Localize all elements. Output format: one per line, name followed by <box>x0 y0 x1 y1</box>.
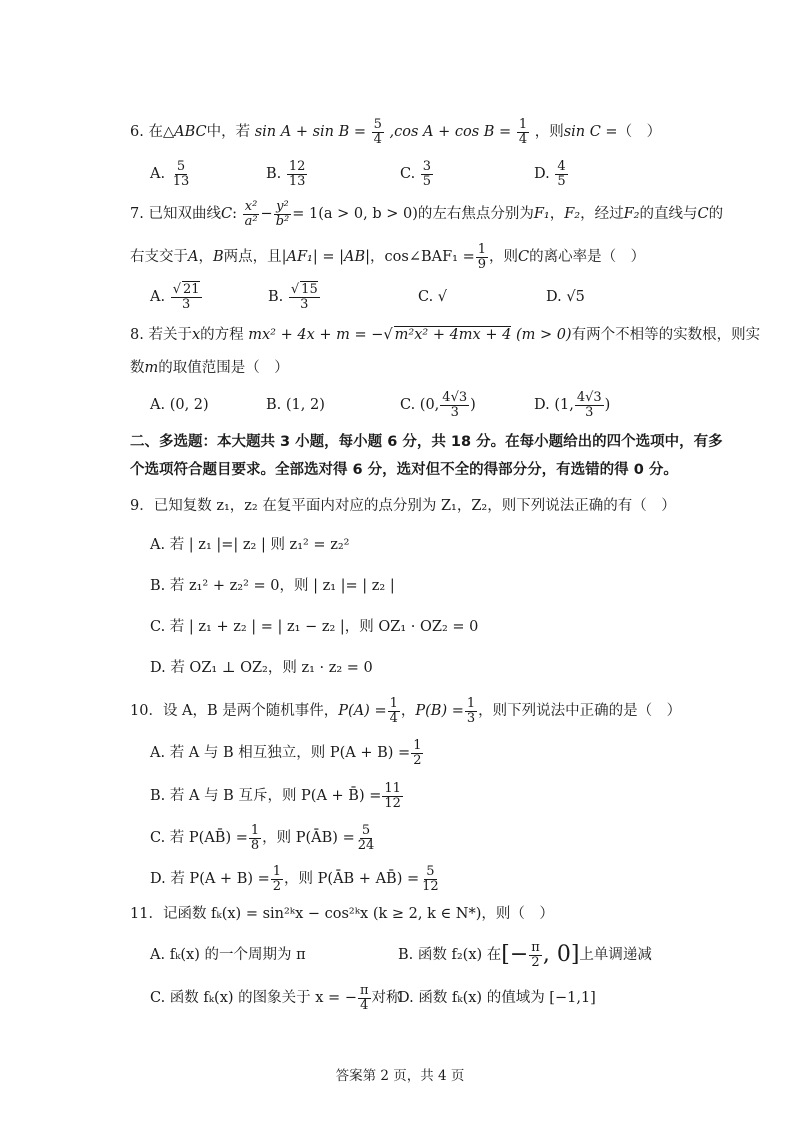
fraction: $\frac{5}{4}$ <box>373 117 382 147</box>
fraction: $\frac{1}{4}$ <box>518 117 528 147</box>
question-9-stem: 9．已知复数 z₁，z₂ 在复平面内对应的点分别为 Z₁，Z₂，则下列说法正确的有（ ） <box>130 498 676 514</box>
section-2-heading-line-2: 个选项符合题目要求。全部选对得 6 分，选对但不全的得部分分，有选错的得 0 分。 <box>130 462 678 478</box>
q6-option-a: A. $\frac{5}{13}$ <box>150 159 190 189</box>
q8-option-b: B. (1, 2) <box>266 397 325 413</box>
q9-option-d: D. 若 OZ₁ ⊥ OZ₂，则 z₁ · z₂ = 0 <box>150 660 373 676</box>
q6-option-b: B. $\frac{12}{13}$ <box>266 159 306 189</box>
q10-option-a: A. 若 A 与 B 相互独立，则 P(A + B) = $\frac{1}{2}$ <box>150 738 422 768</box>
q8-option-a: A. (0, 2) <box>150 397 209 413</box>
q8-option-c: C. (0, $\frac{4√3}{3}$ ) <box>400 390 476 420</box>
question-6-stem: 6. 在△ABC中，若 sin A + sin B = $\frac{5}{4}$ ,cos A + cos B = $\frac{1}{4}$ ，则sin C =（ ） <box>130 117 662 147</box>
q11-option-b: B. 函数 f₂(x) 在[− $\frac{\pi}{2}$ , 0]上单调递减 <box>398 940 652 970</box>
q9-option-a: A. 若 | z₁ |=| z₂ | 则 z₁² = z₂² <box>150 537 350 553</box>
q7-option-a: A. $\frac{√ 21}{3}$ <box>150 282 200 312</box>
q7-option-c: C. √ <box>418 289 448 305</box>
q11-option-d: D. 函数 fₖ(x) 的值域为 [−1,1] <box>398 990 596 1006</box>
question-10-stem: 10．设 A，B 是两个随机事件，P(A) = $\frac{1}{4}$ ，P(B) = $\frac{1}{3}$ ，则下列说法中正确的是（ ） <box>130 696 682 726</box>
q7-option-d: D. √5 <box>546 289 585 305</box>
q7-option-b: B. $\frac{√ 15}{3}$ <box>268 282 318 312</box>
q6-option-c: C. $\frac{3}{5}$ <box>400 159 432 189</box>
q10-option-d: D. 若 P(A + B) = $\frac{1}{2}$ ，则 P(ĀB + AB̄) = $\frac{5}{12}$ <box>150 864 439 894</box>
section-2-heading: 二、多选题：本大题共 3 小题，每小题 6 分，共 18 分。在每小题给出的四个选项中，有多 <box>130 434 723 450</box>
page-footer: 答案第 2 页，共 4 页 <box>335 1068 465 1084</box>
q9-option-c: C. 若 | z₁ + z₂ | = | z₁ − z₂ |，则 OZ₁ · OZ₂ = 0 <box>150 619 479 635</box>
q10-option-b: B. 若 A 与 B 互斥，则 P(A + B̄) = $\frac{11}{12}$ <box>150 781 401 811</box>
question-7-stem-line-2: 右支交于A，B两点，且|AF₁| = |AB|，cos∠BAF₁ = $\frac{1}{9}$ ，则C的离心率是（ ） <box>130 242 646 272</box>
question-8-stem: 8. 若关于x的方程 mx² + 4x + m = −√ m²x² + 4mx + 4 (m > 0)有两个不相等的实数根，则实 <box>130 327 761 343</box>
q11-option-c: C. 函数 fₖ(x) 的图象关于 x = − $\frac{\pi}{4}$ 对称 <box>150 983 401 1013</box>
q8-option-d: D. (1, $\frac{4√3}{3}$ ) <box>534 390 611 420</box>
q11-option-a: A. fₖ(x) 的一个周期为 π <box>150 947 306 963</box>
q10-option-c: C. 若 P(AB̄) = $\frac{1}{8}$ ，则 P(ĀB) = $\frac{5}{24}$ <box>150 823 375 853</box>
question-11-stem: 11．记函数 fₖ(x) = sin²ᵏx − cos²ᵏx (k ≥ 2, k ∈ N*)，则（ ） <box>130 906 554 922</box>
q9-option-b: B. 若 z₁² + z₂² = 0，则 | z₁ |= | z₂ | <box>150 578 395 594</box>
question-8-stem-line-2: 数m的取值范围是（ ） <box>130 360 289 376</box>
q6-option-d: D. $\frac{4}{5}$ <box>534 159 566 189</box>
question-7-stem: 7. 已知双曲线C: $\frac{\text{x²}}{\text{a²}}$ − $\frac{\text{y²}}{\text{b²}}$ = 1(a > 0, b > 0)的左右焦点分别为F₁，F₂，经过F₂的直线与C的 <box>130 199 724 229</box>
